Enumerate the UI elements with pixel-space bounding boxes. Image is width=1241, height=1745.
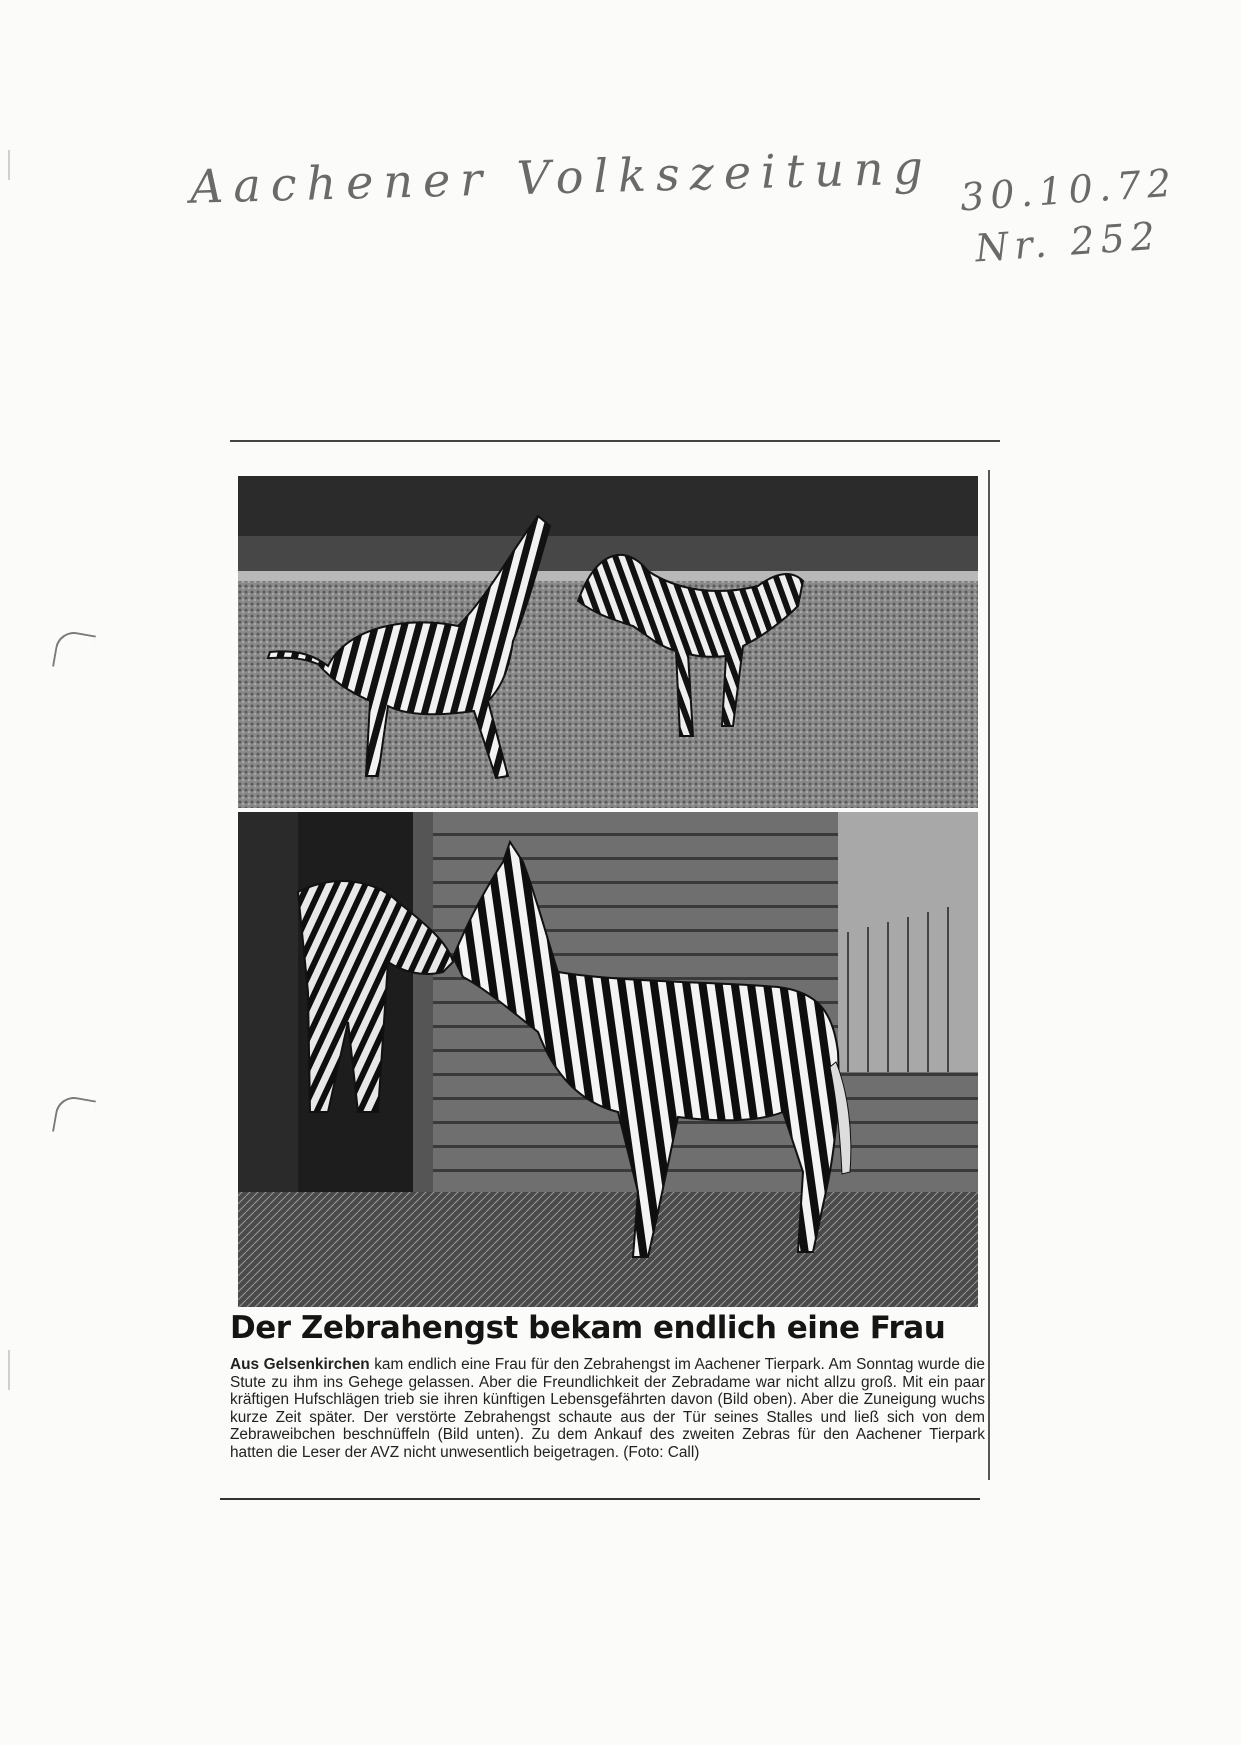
photo-zebras-at-stable <box>238 812 978 1307</box>
margin-mark-bottom <box>8 1350 10 1390</box>
punch-hole-top <box>52 629 96 673</box>
article-caption <box>230 1356 985 1462</box>
photo-zebras-running <box>238 476 978 808</box>
handwritten-source: Aachener Volkszeitung <box>189 140 934 214</box>
caption-lead: Aus Gelsenkirchen <box>230 1356 370 1373</box>
article-headline: Der Zebrahengst bekam endlich eine Frau <box>230 1310 946 1346</box>
clipping-bottom-rule <box>220 1498 980 1500</box>
caption-body: kam endlich eine Frau für den Zebrahengst im Aachener Tierpark. Am Sonntag wurde die Stute zu ihm ins Gehege gelassen. Aber die Freundlichkeit der Zebradame war nicht allzu groß. Mit ein paar kräftigen Hufschlägen trieb sie ihren künftigen Lebensgefährten davon (Bild oben). Aber die Zuneigung wuchs kurze Zeit später. Der verstörte Zebrahengst schaute aus der Tür seines Stalles und ließ sich von dem Zebraweibchen beschnüffeln (Bild unten). Zu dem Ankauf des zweiten Zebras für den Aachener Tierpark hatten die Leser der AVZ nicht unwesentlich beigetragen. (Foto: Call) <box>230 1356 985 1461</box>
handwritten-date: 30.10.72 <box>958 160 1179 220</box>
margin-mark-top <box>8 150 10 180</box>
newspaper-clipping <box>220 440 1000 1500</box>
handwritten-number: Nr. 252 <box>973 213 1163 271</box>
clipping-top-rule <box>230 440 1000 442</box>
punch-hole-bottom <box>52 1094 96 1138</box>
